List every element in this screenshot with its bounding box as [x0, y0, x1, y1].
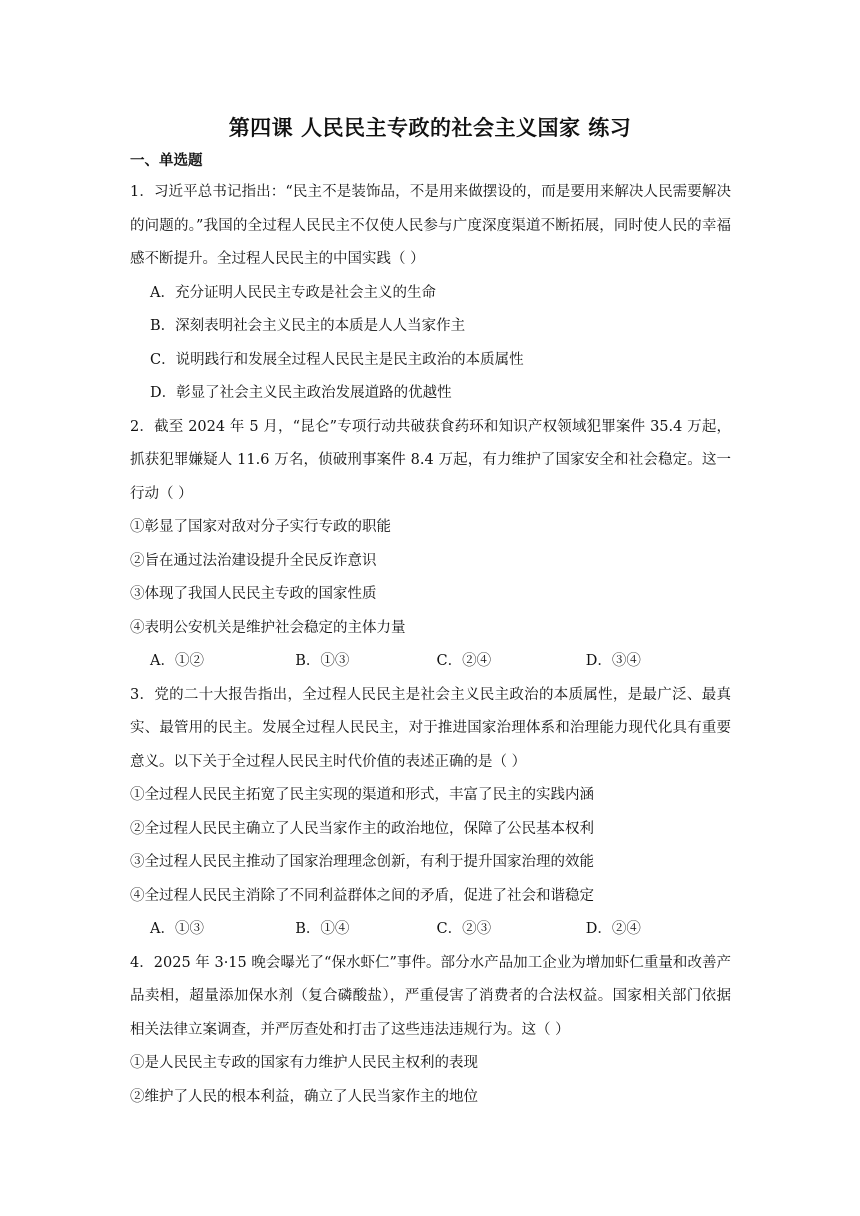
document-content — [130, 150, 731, 1114]
question-3-statement-3: ③全过程人民民主推动了国家治理理念创新，有利于提升国家治理的效能 — [130, 854, 594, 870]
question-2-statement-4: ④表明公安机关是维护社会稳定的主体力量 — [130, 619, 406, 636]
question-1 — [130, 176, 731, 411]
question-2-stem: 2．截至 2024 年 5 月，“昆仑”专项行动共破获食药环和知识产权领域犯罪案件 35.4 万起，抓获犯罪嫌疑人 11.6 万名，侦破刑事案件 8.4 万起，有力维护了国家安全和社会稳定。这一行动（ ） — [130, 418, 731, 502]
question-2-choices — [130, 645, 731, 679]
question-3-statement-2: ②全过程人民民主确立了人民当家作主的政治地位，保障了公民基本权利 — [130, 820, 594, 837]
question-2-statement-3: ③体现了我国人民民主专政的国家性质 — [130, 586, 377, 602]
question-1-option-c: C．说明践行和发展全过程人民民主是民主政治的本质属性 — [150, 351, 524, 368]
question-3-statement-4: ④全过程人民民主消除了不同利益群体之间的矛盾，促进了社会和谐稳定 — [130, 887, 594, 904]
question-4 — [130, 947, 731, 1115]
question-4-statement-2: ②维护了人民的根本利益，确立了人民当家作主的地位 — [130, 1088, 478, 1105]
question-3-choice-a: A．①③ — [150, 921, 204, 937]
question-2-statement-1: ①彰显了国家对敌对分子实行专政的职能 — [130, 519, 391, 535]
question-3-choice-b: B．①④ — [295, 921, 350, 937]
question-2-choice-d: D．③④ — [585, 653, 641, 669]
question-3-choice-c: C．②③ — [436, 921, 492, 937]
question-3-statement-1: ①全过程人民民主拓宽了民主实现的渠道和形式，丰富了民主的实践内涵 — [130, 787, 594, 803]
question-1-option-b: B．深刻表明社会主义民主的本质是人人当家作主 — [150, 318, 466, 334]
question-1-option-d: D．彰显了社会主义民主政治发展道路的优越性 — [150, 385, 452, 401]
question-2-statement-2: ②旨在通过法治建设提升全民反诈意识 — [130, 552, 377, 569]
section-heading: 一、单选题 — [130, 153, 203, 169]
question-4-statement-1: ①是人民民主专政的国家有力维护人民民主权利的表现 — [130, 1055, 478, 1071]
question-3-stem: 3．党的二十大报告指出，全过程人民民主是社会主义民主政治的本质属性，是最广泛、最真实、最管用的民主。发展全过程人民民主，对于推进国家治理体系和治理能力现代化具有重要意义。以下关于全过程人民民主时代价值的表述正确的是（ ） — [130, 686, 731, 770]
question-2-choice-c: C．②④ — [436, 653, 492, 669]
question-1-option-a: A．充分证明人民民主专政是社会主义的生命 — [150, 284, 436, 301]
question-3 — [130, 679, 731, 947]
document-title: 第四课 人民民主专政的社会主义国家 练习 — [228, 116, 632, 140]
question-1-stem: 1．习近平总书记指出：“民主不是装饰品，不是用来做摆设的，而是要用来解决人民需要解决的问题的。”我国的全过程人民民主不仅使人民参与广度深度渠道不断拓展，同时使人民的幸福感不断提升。全过程人民民主的中国实践（ ） — [130, 184, 731, 267]
question-2-choice-b: B．①③ — [295, 653, 350, 669]
question-3-choices — [130, 913, 731, 947]
question-4-stem: 4．2025 年 3·15 晚会曝光了“保水虾仁”事件。部分水产品加工企业为增加虾仁重量和改善产品卖相，超量添加保水剂（复合磷酸盐），严重侵害了消费者的合法权益。国家相关部门依据相关法律立案调查，并严厉查处和打击了这些违法违规行为。这（ ） — [130, 954, 731, 1038]
question-2 — [130, 411, 731, 679]
question-3-choice-d: D．②④ — [585, 921, 641, 937]
question-2-choice-a: A．①② — [150, 653, 204, 669]
